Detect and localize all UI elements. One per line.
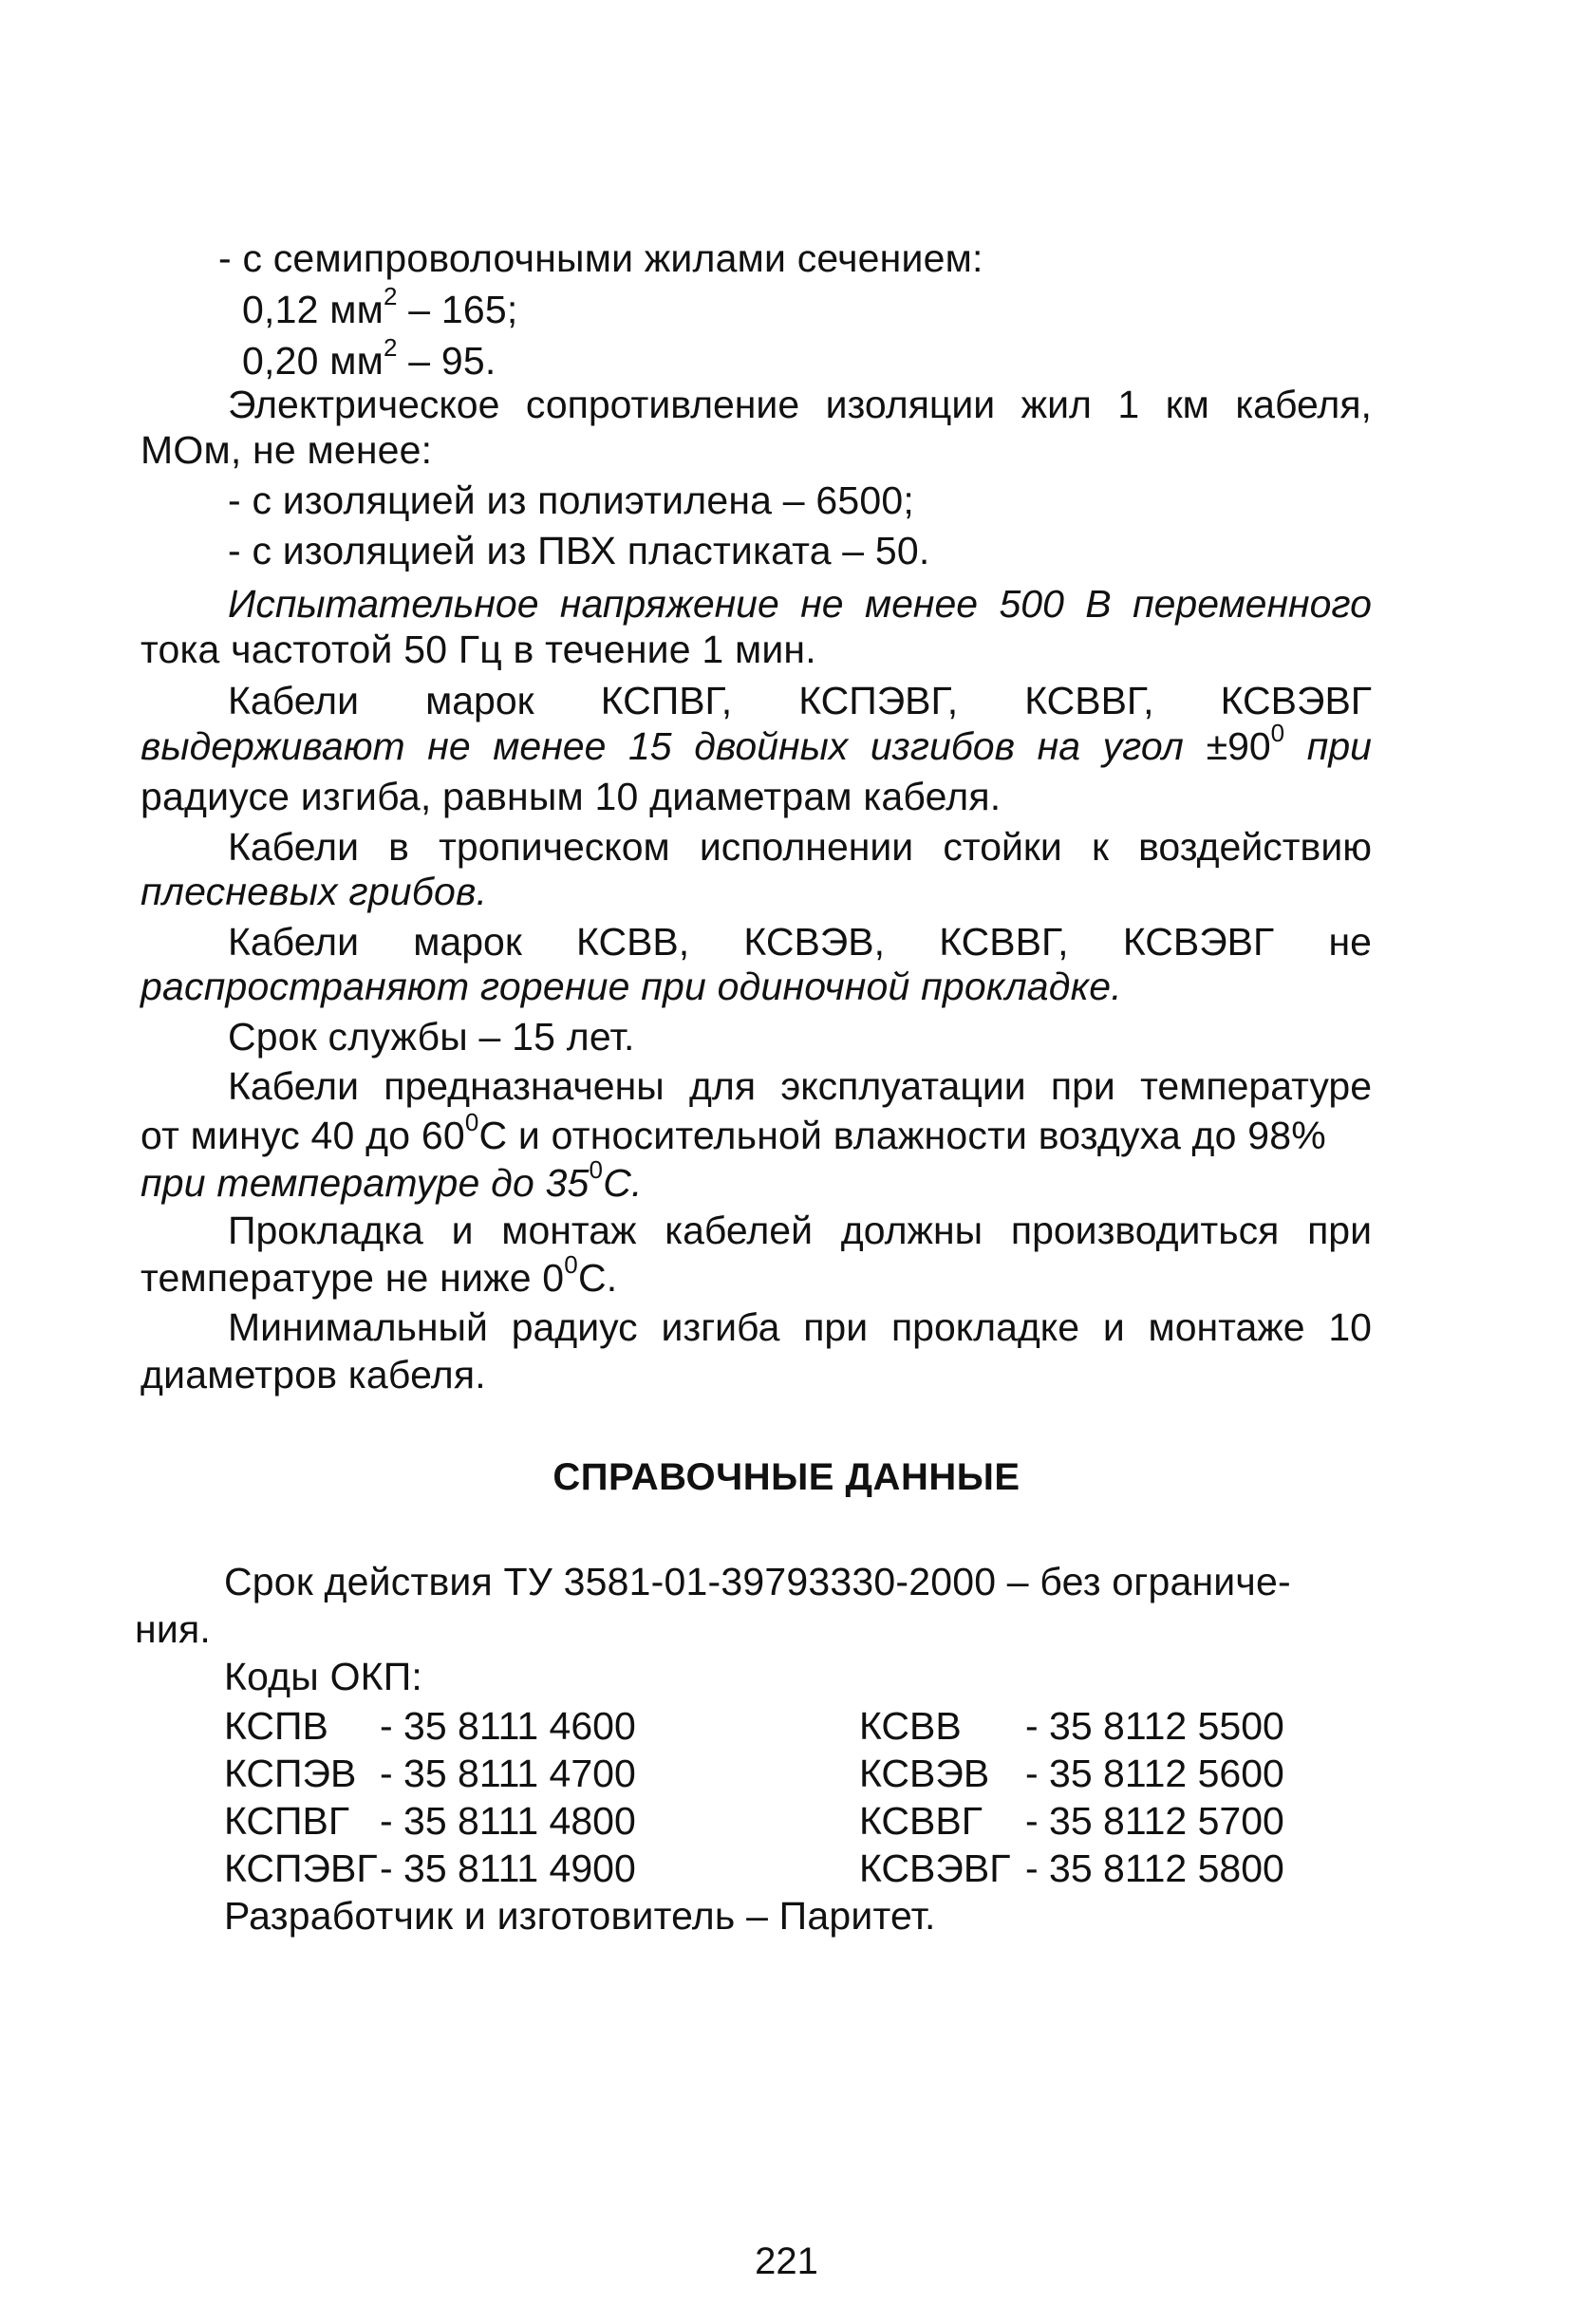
text-line: распространяют горение при одиночной прокладке. xyxy=(140,965,1122,1008)
okp-code-value: - 35 8111 4600 xyxy=(380,1704,636,1748)
text-line: при температуре до $35^0С$. xyxy=(140,1155,643,1205)
text-line: радиусе изгиба, равным 10 диаметрам кабеля. xyxy=(140,775,1002,818)
text-line: - с семипроволочными жилами сечением: xyxy=(218,236,983,280)
okp-code-name: КСПЭВ xyxy=(224,1752,357,1795)
okp-code-value: - 35 8112 5800 xyxy=(1025,1846,1284,1890)
okp-code-name: КСПЭВГ xyxy=(224,1846,378,1890)
text-line: от минус 40 до $60^0С$ и относительной влажности воздуха до 98% xyxy=(140,1108,1326,1157)
okp-label: Коды ОКП: xyxy=(224,1655,423,1698)
page-number: 221 xyxy=(755,2240,818,2282)
developer-line: Разработчик и изготовитель – Паритет. xyxy=(224,1894,936,1938)
okp-code-value: - 35 8112 5700 xyxy=(1025,1799,1284,1843)
okp-code-name: КСПВ xyxy=(224,1704,328,1748)
text-line: диаметров кабеля. xyxy=(140,1353,486,1396)
text-line: 0,20 $мм^2 - 95$. xyxy=(242,333,496,383)
text-line-justified: выдерживают не менее 15 двойных изгибов на угол $\pm 90^0$ при xyxy=(140,719,1372,768)
text-line-justified: Электрическое сопротивление изоляции жил 1 км кабеля, xyxy=(228,383,1372,426)
okp-code-name: КСПВГ xyxy=(224,1799,350,1843)
text-line-justified: Испытательное напряжение не менее 500 В переменного xyxy=(228,582,1372,626)
okp-code-name: КСВВ xyxy=(859,1704,962,1748)
section-heading: СПРАВОЧНЫЕ ДАННЫЕ xyxy=(552,1456,1021,1498)
text-line-justified: Кабели марок КСПВГ, КСПЭВГ, КСВВГ, КСВЭВГ xyxy=(228,679,1372,722)
text-line-justified: Кабели предназначены для эксплуатации при температуре xyxy=(228,1064,1372,1108)
text-line: плесневых грибов. xyxy=(140,870,488,913)
text-line: температуре не ниже $0^0С$. xyxy=(140,1250,618,1300)
text-line-justified: Кабели марок КСВВ, КСВЭВ, КСВВГ, КСВЭВГ не xyxy=(228,920,1372,964)
okp-code-name: КСВВГ xyxy=(859,1799,983,1843)
validity-line-cont: ния. xyxy=(135,1607,211,1651)
text-line: МОм, не менее: xyxy=(140,428,433,472)
okp-code-name: КСВЭВ xyxy=(859,1752,990,1795)
text-line: Срок службы – 15 лет. xyxy=(228,1015,635,1059)
okp-code-value: - 35 8112 5500 xyxy=(1025,1704,1284,1748)
text-line-justified: Прокладка и монтаж кабелей должны производиться при xyxy=(228,1209,1372,1252)
okp-code-value: - 35 8111 4800 xyxy=(380,1799,636,1843)
text-line-justified: Минимальный радиус изгиба при прокладке и монтаже 10 xyxy=(228,1305,1372,1349)
text-line-justified: Кабели в тропическом исполнении стойки к воздействию xyxy=(228,825,1372,869)
okp-code-value: - 35 8112 5600 xyxy=(1025,1752,1284,1795)
text-line: тока частотой 50 Гц в течение 1 мин. xyxy=(140,628,816,671)
validity-line: Срок действия ТУ 3581-01-39793330-2000 – без ограниче- xyxy=(224,1560,1291,1603)
okp-code-value: - 35 8111 4900 xyxy=(380,1846,636,1890)
okp-code-name: КСВЭВГ xyxy=(859,1846,1011,1890)
text-line: - с изоляцией из полиэтилена – 6500; xyxy=(228,478,914,522)
text-line: - с изоляцией из ПВХ пластиката – 50. xyxy=(228,529,930,572)
text-line: 0,12 $мм^2 - 165$; xyxy=(242,282,518,331)
okp-code-value: - 35 8111 4700 xyxy=(380,1752,636,1795)
angle-value: $\pm 90^0$ xyxy=(1206,719,1285,768)
